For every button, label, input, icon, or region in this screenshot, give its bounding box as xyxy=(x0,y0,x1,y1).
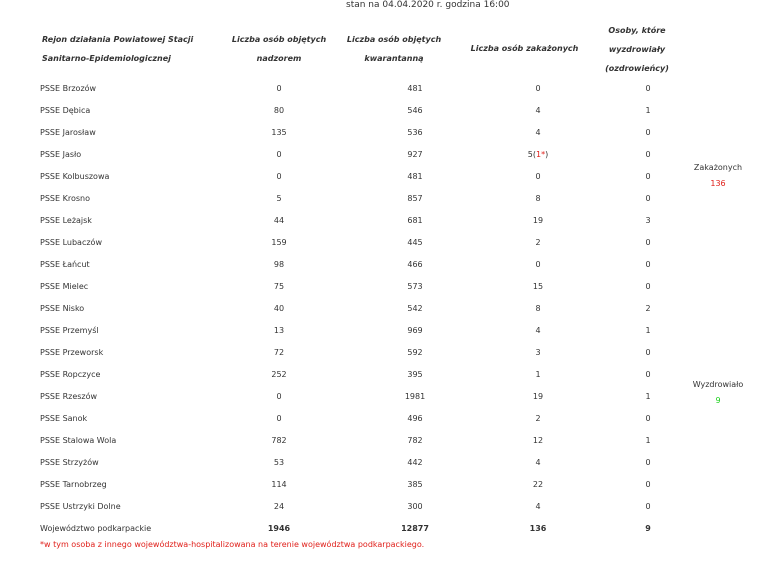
infected-count xyxy=(492,99,584,121)
recovered-count: 0 xyxy=(645,149,651,159)
quarantine-count: 442 xyxy=(407,457,423,467)
recovered-count: 0 xyxy=(645,501,651,511)
table-row xyxy=(40,319,712,341)
header-recovered-line3: (ozdrowieńcy) xyxy=(605,64,669,73)
infected-footnote-marker: 1* xyxy=(536,149,546,159)
infected-summary-label: Zakażonych xyxy=(693,163,743,172)
recovered-count: 0 xyxy=(645,347,651,357)
recovered-count: 0 xyxy=(645,281,651,291)
table-row xyxy=(40,495,712,517)
infected-count xyxy=(492,165,584,187)
header-region-line1: Rejon działania Powiatowej Stacji xyxy=(42,35,194,44)
infected-count-value: 0 xyxy=(535,259,541,269)
infected-count-value: 4 xyxy=(535,457,541,467)
quarantine-count: 1981 xyxy=(404,391,426,401)
region-name: PSSE Mielec xyxy=(40,281,89,291)
header-quarantine-line2: kwarantanną xyxy=(364,54,424,63)
recovered-count: 0 xyxy=(645,457,651,467)
infected-count-value: 4 xyxy=(535,127,541,137)
header-infected-text: Liczba osób zakażonych xyxy=(470,44,579,53)
table-total xyxy=(40,517,712,539)
supervised-count: 0 xyxy=(276,171,282,181)
region-name: PSSE Dębica xyxy=(40,105,91,115)
supervised-count: 13 xyxy=(273,325,285,335)
infected-summary-value: 136 xyxy=(710,179,726,188)
infected-count xyxy=(492,275,584,297)
supervised-count: 75 xyxy=(273,281,285,291)
quarantine-count: 300 xyxy=(407,501,423,511)
recovered-count: 0 xyxy=(645,259,651,269)
quarantine-count: 481 xyxy=(407,171,423,181)
header-region-line2: Sanitarno-Epidemiologicznej xyxy=(42,54,171,63)
header-quarantine xyxy=(335,30,453,68)
quarantine-count: 481 xyxy=(407,83,423,93)
quarantine-count: 536 xyxy=(407,127,423,137)
region-name: PSSE Przemyśl xyxy=(40,325,99,335)
infected-count xyxy=(492,253,584,275)
recovered-summary-label: Wyzdrowiało xyxy=(692,380,744,389)
table-row xyxy=(40,341,712,363)
infected-count-value: 19 xyxy=(532,215,544,225)
quarantine-count: 542 xyxy=(407,303,423,313)
supervised-count: 159 xyxy=(271,237,287,247)
infected-count xyxy=(492,187,584,209)
infected-count-value: 0 xyxy=(535,83,541,93)
table-row xyxy=(40,385,712,407)
infected-count xyxy=(492,407,584,429)
quarantine-count: 385 xyxy=(407,479,423,489)
infected-count xyxy=(492,77,584,99)
infected-count xyxy=(492,121,584,143)
quarantine-count: 466 xyxy=(407,259,423,269)
region-name: PSSE Krosno xyxy=(40,193,90,203)
table-row xyxy=(40,253,712,275)
recovered-count: 0 xyxy=(645,369,651,379)
recovered-count: 0 xyxy=(645,127,651,137)
supervised-count: 782 xyxy=(271,435,287,445)
header-region xyxy=(42,30,242,68)
recovered-count: 1 xyxy=(645,435,651,445)
infected-count xyxy=(492,429,584,451)
infected-count-value: 0 xyxy=(535,171,541,181)
supervised-count: 53 xyxy=(273,457,285,467)
table-total-row xyxy=(40,517,712,539)
supervised-count: 0 xyxy=(276,391,282,401)
supervised-count: 0 xyxy=(276,413,282,423)
infected-count-value: 1 xyxy=(535,369,541,379)
recovered-count: 1 xyxy=(645,105,651,115)
header-supervised xyxy=(214,30,344,68)
region-name: PSSE Sanok xyxy=(40,413,88,423)
header-recovered-line1: Osoby, które xyxy=(608,26,666,35)
infected-count xyxy=(492,209,584,231)
region-name: PSSE Lubaczów xyxy=(40,237,102,247)
recovered-summary xyxy=(678,380,758,405)
region-name: PSSE Jarosław xyxy=(40,127,96,137)
table-row xyxy=(40,99,712,121)
infected-count xyxy=(492,231,584,253)
table-row xyxy=(40,231,712,253)
supervised-count: 44 xyxy=(273,215,285,225)
infected-count-value: 4 xyxy=(535,105,541,115)
recovered-count: 2 xyxy=(645,303,651,313)
recovered-count: 3 xyxy=(645,215,651,225)
region-name: PSSE Ropczyce xyxy=(40,369,101,379)
total-quarantine: 12877 xyxy=(401,523,429,533)
infected-count-value: 3 xyxy=(535,347,541,357)
recovered-count: 0 xyxy=(645,171,651,181)
quarantine-count: 573 xyxy=(407,281,423,291)
supervised-count: 98 xyxy=(273,259,285,269)
infected-count xyxy=(492,319,584,341)
infected-count xyxy=(492,297,584,319)
table-row xyxy=(40,77,712,99)
supervised-count: 0 xyxy=(276,83,282,93)
region-name: PSSE Ustrzyki Dolne xyxy=(40,501,121,511)
recovered-count: 1 xyxy=(645,391,651,401)
region-name: PSSE Nisko xyxy=(40,303,85,313)
infected-count-value: 12 xyxy=(532,435,544,445)
supervised-count: 0 xyxy=(276,149,282,159)
recovered-count: 0 xyxy=(645,83,651,93)
infected-count xyxy=(492,341,584,363)
infected-count-value: 8 xyxy=(535,303,541,313)
region-name: PSSE Tarnobrzeg xyxy=(40,479,107,489)
table-row xyxy=(40,473,712,495)
region-name: PSSE Rzeszów xyxy=(40,391,98,401)
supervised-count: 114 xyxy=(271,479,287,489)
recovered-count: 1 xyxy=(645,325,651,335)
table-row xyxy=(40,143,712,165)
header-supervised-line2: nadzorem xyxy=(256,54,302,63)
region-name: PSSE Strzyżów xyxy=(40,457,99,467)
infected-count-value: 22 xyxy=(532,479,544,489)
region-name: PSSE Jasło xyxy=(40,149,82,159)
recovered-count: 0 xyxy=(645,193,651,203)
region-name: PSSE Przeworsk xyxy=(40,347,104,357)
recovered-count: 0 xyxy=(645,237,651,247)
total-supervised: 1946 xyxy=(267,523,291,533)
supervised-count: 80 xyxy=(273,105,285,115)
recovered-summary-value: 9 xyxy=(715,396,721,405)
infected-count-value: 4 xyxy=(535,325,541,335)
region-name: PSSE Stalowa Wola xyxy=(40,435,117,445)
table-row xyxy=(40,363,712,385)
table-row xyxy=(40,429,712,451)
infected-count-tail: ) xyxy=(545,149,549,159)
table-row xyxy=(40,165,712,187)
quarantine-count: 857 xyxy=(407,193,423,203)
supervised-count: 24 xyxy=(273,501,285,511)
region-name: PSSE Łańcut xyxy=(40,259,90,269)
table-body xyxy=(40,77,712,517)
infected-count-value: 19 xyxy=(532,391,544,401)
total-region-name: Województwo podkarpackie xyxy=(40,523,152,533)
quarantine-count: 592 xyxy=(407,347,423,357)
supervised-count: 40 xyxy=(273,303,285,313)
infected-count-value: 8 xyxy=(535,193,541,203)
recovered-count: 0 xyxy=(645,413,651,423)
supervised-count: 135 xyxy=(271,127,287,137)
table-row xyxy=(40,451,712,473)
region-name: PSSE Leżajsk xyxy=(40,215,92,225)
infected-summary xyxy=(678,163,758,188)
quarantine-count: 681 xyxy=(407,215,423,225)
infected-count xyxy=(492,495,584,517)
header-recovered-line2: wyzdrowiały xyxy=(608,45,666,54)
supervised-count: 5 xyxy=(276,193,282,203)
footnote: *w tym osoba z innego województwa-hospitalizowana na terenie województwa podkarpackiego. xyxy=(40,540,425,549)
region-name: PSSE Brzozów xyxy=(40,83,97,93)
quarantine-count: 782 xyxy=(407,435,423,445)
total-recovered: 9 xyxy=(645,523,651,533)
supervised-count: 72 xyxy=(273,347,285,357)
infected-count-value: 2 xyxy=(535,237,541,247)
header-infected xyxy=(462,39,587,58)
table-row xyxy=(40,275,712,297)
region-name: PSSE Kolbuszowa xyxy=(40,171,110,181)
recovered-count: 0 xyxy=(645,479,651,489)
report-date-subtitle: stan na 04.04.2020 r. godzina 16:00 xyxy=(346,0,510,10)
infected-count xyxy=(492,473,584,495)
supervised-count: 252 xyxy=(271,369,287,379)
table-row xyxy=(40,121,712,143)
quarantine-count: 496 xyxy=(407,413,423,423)
quarantine-count: 395 xyxy=(407,369,423,379)
table-row xyxy=(40,407,712,429)
header-supervised-line1: Liczba osób objętych xyxy=(231,35,327,44)
infected-count xyxy=(492,451,584,473)
table-row xyxy=(40,297,712,319)
infected-count-value: 2 xyxy=(535,413,541,423)
quarantine-count: 969 xyxy=(407,325,423,335)
infected-count xyxy=(492,363,584,385)
header-recovered xyxy=(592,21,682,78)
infected-count xyxy=(492,143,584,165)
infected-count-value: 4 xyxy=(535,501,541,511)
statistics-table xyxy=(40,77,712,539)
infected-count xyxy=(492,385,584,407)
header-quarantine-line1: Liczba osób objętych xyxy=(346,35,442,44)
quarantine-count: 546 xyxy=(407,105,423,115)
infected-count-value: 15 xyxy=(532,281,544,291)
table-row xyxy=(40,187,712,209)
infected-count-value: 5( xyxy=(527,149,536,159)
quarantine-count: 445 xyxy=(407,237,423,247)
quarantine-count: 927 xyxy=(407,149,423,159)
table-row xyxy=(40,209,712,231)
total-infected: 136 xyxy=(529,523,547,533)
